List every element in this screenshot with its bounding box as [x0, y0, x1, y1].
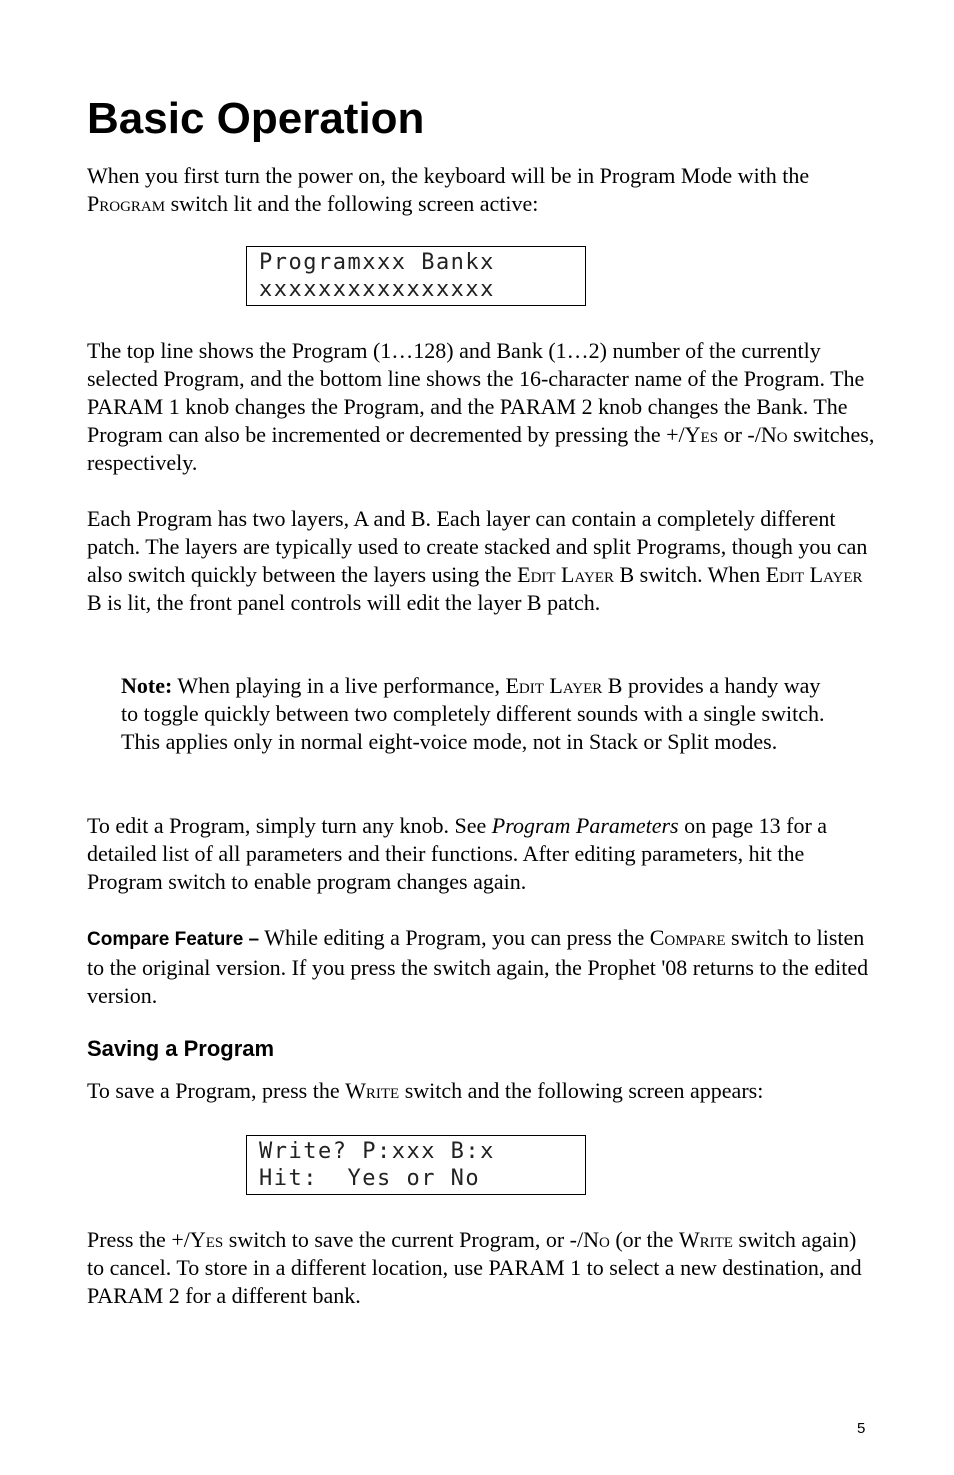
- note-label: Note:: [121, 673, 173, 698]
- yes-switch-name: Yes: [684, 422, 719, 447]
- save-text-1: To save a Program, press the: [87, 1078, 346, 1103]
- press-text-4: switch again) to cancel. To store in a different location, use PARAM 1 to select a new destination, and PARAM 2 for a different bank.: [87, 1227, 862, 1308]
- layers-text-2: B switch. When: [613, 562, 766, 587]
- layers-text-1: Each Program has two layers, A and B. Each layer can contain a completely different patch. The layers are typically used to create stacked and split Programs, though you can also switch quickly between the layers using the: [87, 506, 868, 587]
- press-write-name: Write: [678, 1227, 733, 1252]
- no-switch-name: No: [760, 422, 788, 447]
- save-paragraph: [87, 1077, 877, 1105]
- saving-heading: Saving a Program: [87, 1036, 275, 1061]
- top-line-text-2: or -/: [718, 422, 761, 447]
- compare-paragraph: [87, 924, 877, 1010]
- press-paragraph: [87, 1226, 877, 1310]
- lcd-line-1: Programxxx Bankx: [259, 250, 495, 275]
- top-line-text-1: The top line shows the Program (1…128) and Bank (1…2) number of the currently selected Program, and the bottom line shows the 16-character name of the Program. The PARAM 1 knob changes the Program, and the PARAM 2 knob changes the Bank. The Program can also be incremented or decremented by pressing the +/: [87, 338, 865, 447]
- compare-text-1: While editing a Program, you can press the: [259, 925, 650, 950]
- write-switch-name: Write: [345, 1078, 400, 1103]
- edit-text-2: on page 13 for a detailed list of all parameters and their functions. After editing parameters, hit the Program switch to enable program changes again.: [87, 813, 828, 894]
- layers-paragraph: [87, 505, 877, 617]
- top-line-text-3: switches, respectively.: [87, 422, 875, 475]
- edit-layer-switch-name-2: Edit Layer: [765, 562, 863, 587]
- compare-switch-name: Compare: [649, 925, 726, 950]
- note-edit-layer-name: Edit Layer: [505, 673, 603, 698]
- intro-paragraph: [87, 162, 877, 218]
- intro-text-1: When you first turn the power on, the keyboard will be in Program Mode with the: [87, 163, 810, 188]
- lcd-write-line-2: Hit: Yes or No: [259, 1166, 481, 1191]
- compare-text-2: switch to listen to the original version. If you press the switch again, the Prophet '08 returns to the edited version.: [87, 925, 869, 1008]
- lcd-line-2: xxxxxxxxxxxxxxxx: [259, 277, 495, 302]
- note-paragraph: [121, 672, 841, 756]
- lcd-write-line-1: Write? P:xxx B:x: [259, 1139, 495, 1164]
- layers-text-3: B is lit, the front panel controls will edit the layer B patch.: [87, 590, 601, 615]
- program-parameters-reference: Program Parameters: [491, 813, 679, 838]
- edit-text-1: To edit a Program, simply turn any knob. See: [87, 813, 492, 838]
- page-number: 5: [857, 1420, 866, 1437]
- press-text-1: Press the +/: [87, 1227, 190, 1252]
- program-switch-name: Program: [87, 191, 166, 216]
- press-yes-name: Yes: [189, 1227, 224, 1252]
- note-text-2: B provides a handy way to toggle quickly between two completely different sounds with a single switch. This applies only in normal eight-voice mode, not in Stack or Split modes.: [121, 673, 825, 754]
- page-title: Basic Operation: [87, 94, 425, 143]
- top-line-paragraph: [87, 337, 877, 477]
- edit-layer-switch-name: Edit Layer: [517, 562, 614, 587]
- intro-text-2: switch lit and the following screen active:: [165, 191, 539, 216]
- compare-feature-label: Compare Feature –: [87, 929, 260, 950]
- lcd-write-screen: [246, 1135, 586, 1195]
- note-text-1: When playing in a live performance,: [172, 673, 506, 698]
- edit-paragraph: [87, 812, 877, 896]
- save-text-2: switch and the following screen appears:: [399, 1078, 764, 1103]
- press-text-2: switch to save the current Program, or -/: [223, 1227, 584, 1252]
- lcd-program-screen: [246, 246, 586, 306]
- press-text-3: (or the: [609, 1227, 679, 1252]
- press-no-name: No: [583, 1227, 610, 1252]
